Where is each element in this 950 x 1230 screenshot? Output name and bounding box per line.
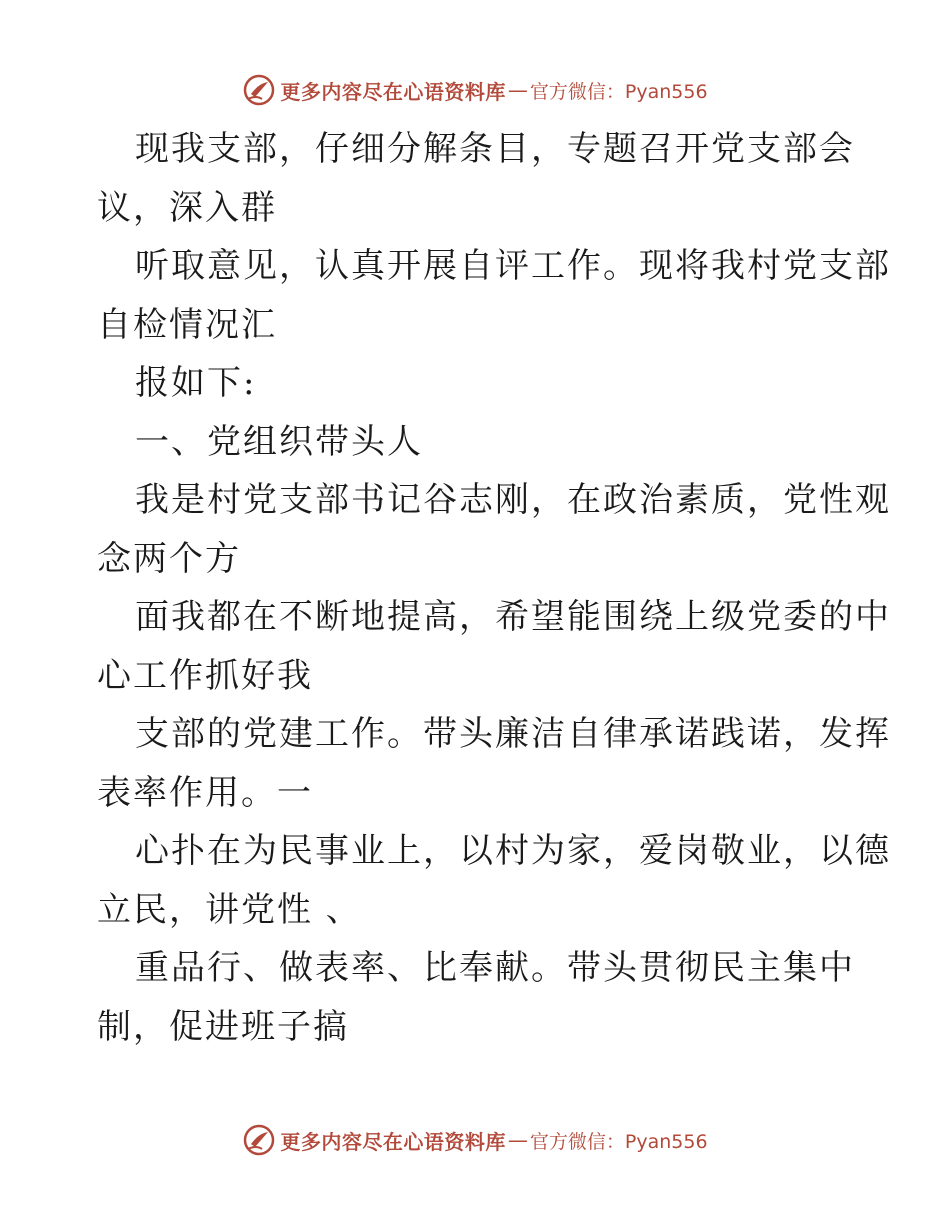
body-line: 自检情况汇 [97,304,277,345]
book-pen-logo-icon [242,1123,276,1157]
body-line: 报如下: [135,363,257,403]
book-pen-logo-icon [242,73,276,107]
banner-text: 更多内容尽在心语资料库 [280,1129,506,1154]
body-line: 制，促进班子搞 [97,1006,349,1047]
body-line: 支部的党建工作。带头廉洁自律承诺践诺，发挥 [135,714,891,754]
footer-banner [0,1120,950,1160]
banner-wechat: 官方微信：Pyan556 [529,80,708,103]
body-line: 心扑在为民事业上，以村为家，爱岗敬业，以德 [135,831,891,871]
document-body [97,120,891,1056]
banner-wechat: 官方微信：Pyan556 [529,1130,708,1153]
body-line: 现我支部，仔细分解条目，专题召开党支部会 [135,129,855,169]
body-line: 我是村党支部书记谷志刚，在政治素质，党性观 [135,480,891,520]
body-line: 重品行、做表率、比奉献。带头贯彻民主集中 [135,948,855,988]
banner-text: 更多内容尽在心语资料库 [280,79,506,104]
banner-separator: — [507,78,528,102]
banner-separator: — [507,1128,528,1152]
body-line: 听取意见，认真开展自评工作。现将我村党支部 [135,246,891,286]
body-line: 面我都在不断地提高，希望能围绕上级党委的中 [135,597,891,637]
body-line: 议，深入群 [97,187,277,228]
body-line: 表率作用。一 [97,772,313,813]
body-line: 心工作抓好我 [97,655,313,696]
body-line: 念两个方 [97,538,241,579]
body-line: 立民，讲党性 、 [97,889,362,930]
header-banner [0,70,950,110]
section-heading: 一、党组织带头人 [135,421,423,462]
